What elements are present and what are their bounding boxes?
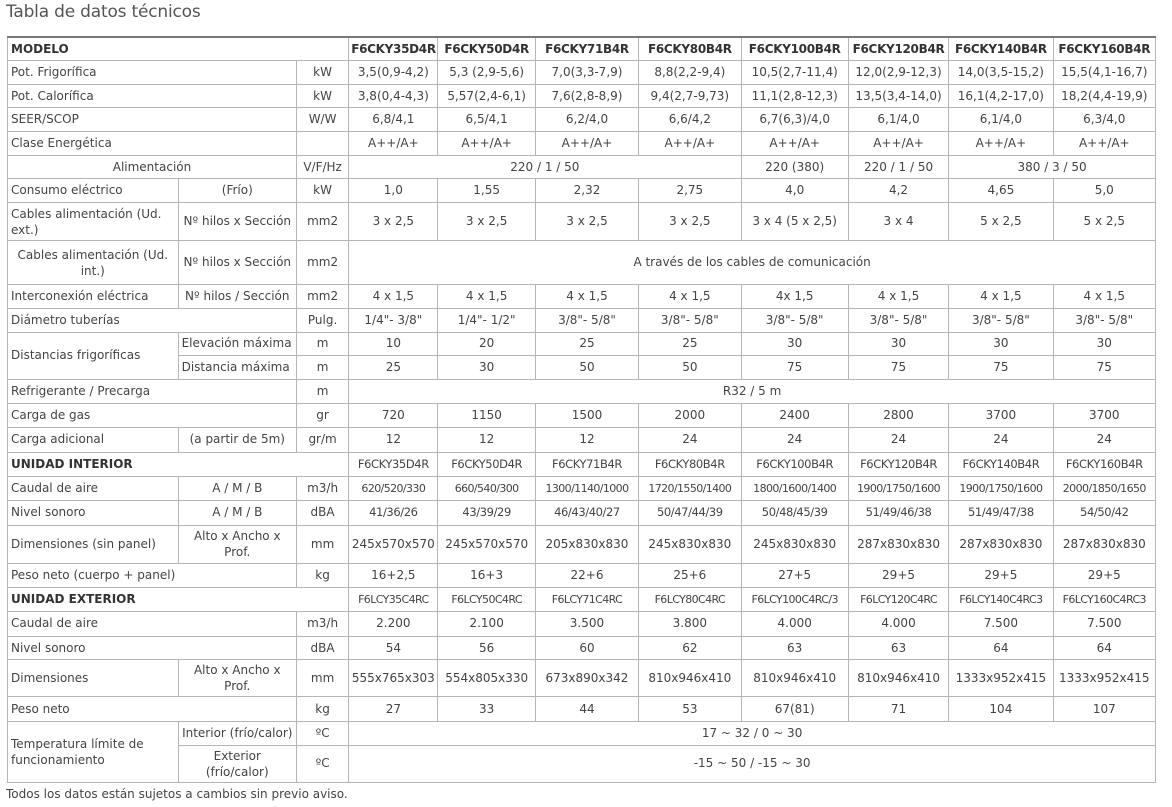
indoor-dimensions-sub: Alto x Ancho x Prof. — [178, 525, 296, 563]
max-distance-value: 25 — [349, 356, 438, 380]
outdoor-dimensions-value: 1333x952x415 — [949, 660, 1053, 697]
cooling-capacity-label: Pot. Frigorífica — [8, 61, 297, 85]
additional-charge-label: Carga adicional — [8, 428, 179, 453]
max-distance-unit: m — [296, 356, 348, 380]
indoor-weight-value: 16+2,5 — [349, 563, 438, 588]
cooling-capacity-value: 8,8(2,2-9,4) — [639, 61, 741, 85]
outdoor-airflow-value: 3.500 — [535, 612, 638, 637]
pipe-diameter-value: 3/8"- 5/8" — [741, 308, 848, 332]
outdoor-unit-header: UNIDAD EXTERIOR — [8, 588, 349, 612]
indoor-noise-value: 41/36/26 — [349, 501, 438, 526]
interconnection-value: 4 x 1,5 — [848, 285, 948, 309]
indoor-noise-label: Nivel sonoro — [8, 501, 179, 526]
max-elevation-value: 20 — [438, 332, 535, 356]
pipe-diameter-value: 3/8"- 5/8" — [949, 308, 1053, 332]
gas-charge-value: 2800 — [848, 404, 948, 428]
heating-capacity-value: 16,1(4,2-17,0) — [949, 84, 1053, 108]
indoor-airflow-unit: m3/h — [296, 477, 348, 501]
seer-scop-value: 6,5/4,1 — [438, 108, 535, 132]
max-elevation-value: 30 — [741, 332, 848, 356]
indoor-unit-model-value: F6CKY120B4R — [848, 452, 948, 477]
interconnection-value: 4x 1,5 — [741, 285, 848, 309]
temp-indoor-label: Interior (frío/calor) — [178, 722, 296, 746]
indoor-airflow-value: 1300/1140/1000 — [535, 477, 638, 501]
outdoor-dimensions-value: 554x805x330 — [438, 660, 535, 697]
additional-charge-value: 24 — [848, 428, 948, 453]
outdoor-dimensions-value: 673x890x342 — [535, 660, 638, 697]
cooling-capacity-value: 3,5(0,9-4,2) — [349, 61, 438, 85]
header-model-name: F6CKY140B4R — [949, 37, 1053, 61]
power-consumption-value: 5,0 — [1053, 179, 1155, 203]
seer-scop-value: 6,1/4,0 — [949, 108, 1053, 132]
cooling-capacity-value: 10,5(2,7-11,4) — [741, 61, 848, 85]
cooling-capacity-value: 5,3 (2,9-5,6) — [438, 61, 535, 85]
power-cables-ext-value: 3 x 4 — [848, 202, 948, 240]
cooling-capacity-value: 15,5(4,1-16,7) — [1053, 61, 1155, 85]
seer-scop-value: 6,8/4,1 — [349, 108, 438, 132]
seer-scop-value: 6,6/4,2 — [639, 108, 741, 132]
outdoor-dimensions-value: 810x946x410 — [848, 660, 948, 697]
outdoor-dimensions-value: 810x946x410 — [639, 660, 741, 697]
energy-class-value: A++/A+ — [741, 132, 848, 156]
outdoor-noise-value: 64 — [949, 636, 1053, 660]
outdoor-dimensions-unit: mm — [296, 660, 348, 697]
max-elevation-value: 30 — [949, 332, 1053, 356]
indoor-dimensions-value: 245x570x570 — [438, 525, 535, 563]
pipe-diameter-value: 3/8"- 5/8" — [848, 308, 948, 332]
outdoor-airflow-value: 4.000 — [741, 612, 848, 637]
energy-class-value: A++/A+ — [535, 132, 638, 156]
outdoor-dimensions-value: 1333x952x415 — [1053, 660, 1155, 697]
indoor-unit-model-value: F6CKY140B4R — [949, 452, 1053, 477]
power-cables-int-unit: mm2 — [296, 241, 348, 285]
interconnection-unit: mm2 — [296, 285, 348, 309]
max-elevation-value: 10 — [349, 332, 438, 356]
header-model-name: F6CKY71B4R — [535, 37, 638, 61]
outdoor-weight-value: 104 — [949, 697, 1053, 722]
indoor-weight-value: 22+6 — [535, 563, 638, 588]
outdoor-dimensions-sub: Alto x Ancho x Prof. — [178, 660, 296, 697]
temp-indoor-value: 17 ~ 32 / 0 ~ 30 — [349, 722, 1156, 746]
interconnection-value: 4 x 1,5 — [349, 285, 438, 309]
energy-class-value: A++/A+ — [438, 132, 535, 156]
heating-capacity-value: 5,57(2,4-6,1) — [438, 84, 535, 108]
outdoor-weight-value: 27 — [349, 697, 438, 722]
power-consumption-value: 4,0 — [741, 179, 848, 203]
energy-class-unit — [296, 132, 348, 156]
indoor-noise-unit: dBA — [296, 501, 348, 526]
pipe-diameter-value: 3/8"- 5/8" — [535, 308, 638, 332]
interconnection-value: 4 x 1,5 — [1053, 285, 1155, 309]
outdoor-dimensions-label: Dimensiones — [8, 660, 179, 697]
pipe-diameter-value: 1/4"- 1/2" — [438, 308, 535, 332]
indoor-noise-value: 51/49/46/38 — [848, 501, 948, 526]
outdoor-unit-model-value: F6LCY71C4RC — [535, 588, 638, 612]
indoor-weight-value: 25+6 — [639, 563, 741, 588]
additional-charge-sub: (a partir de 5m) — [178, 428, 296, 453]
outdoor-weight-value: 71 — [848, 697, 948, 722]
header-model-name: F6CKY50D4R — [438, 37, 535, 61]
indoor-airflow-value: 1800/1600/1400 — [741, 477, 848, 501]
energy-class-label: Clase Energética — [8, 132, 297, 156]
outdoor-unit-model-value: F6LCY100C4RC/3 — [741, 588, 848, 612]
indoor-dimensions-value: 287x830x830 — [1053, 525, 1155, 563]
outdoor-noise-label: Nivel sonoro — [8, 636, 297, 660]
indoor-noise-value: 50/48/45/39 — [741, 501, 848, 526]
indoor-unit-model-value: F6CKY100B4R — [741, 452, 848, 477]
energy-class-value: A++/A+ — [949, 132, 1053, 156]
power-cables-int-label: Cables alimentación (Ud. int.) — [8, 241, 179, 285]
power-supply-unit: V/F/Hz — [296, 155, 348, 179]
indoor-dimensions-value: 205x830x830 — [535, 525, 638, 563]
header-model-name: F6CKY160B4R — [1053, 37, 1155, 61]
power-consumption-value: 4,2 — [848, 179, 948, 203]
outdoor-airflow-value: 3.800 — [639, 612, 741, 637]
power-consumption-value: 1,55 — [438, 179, 535, 203]
seer-scop-value: 6,2/4,0 — [535, 108, 638, 132]
outdoor-weight-value: 107 — [1053, 697, 1155, 722]
max-distance-value: 30 — [438, 356, 535, 380]
outdoor-noise-value: 60 — [535, 636, 638, 660]
power-cables-ext-value: 3 x 2,5 — [349, 202, 438, 240]
heating-capacity-value: 3,8(0,4-4,3) — [349, 84, 438, 108]
energy-class-value: A++/A+ — [349, 132, 438, 156]
spec-table — [7, 36, 1156, 783]
pipe-diameter-label: Diámetro tuberías — [8, 308, 297, 332]
power-consumption-sub: (Frío) — [178, 179, 296, 203]
pipe-diameter-value: 3/8"- 5/8" — [1053, 308, 1155, 332]
indoor-airflow-value: 1900/1750/1600 — [949, 477, 1053, 501]
outdoor-weight-value: 33 — [438, 697, 535, 722]
seer-scop-value: 6,7(6,3)/4,0 — [741, 108, 848, 132]
power-supply-label: Alimentación — [8, 155, 297, 179]
gas-charge-unit: gr — [296, 404, 348, 428]
indoor-airflow-value: 660/540/300 — [438, 477, 535, 501]
indoor-dimensions-value: 245x570x570 — [349, 525, 438, 563]
indoor-weight-label: Peso neto (cuerpo + panel) — [8, 563, 297, 588]
indoor-noise-value: 50/47/44/39 — [639, 501, 741, 526]
page-title: Tabla de datos técnicos — [6, 2, 201, 22]
max-distance-value: 50 — [639, 356, 741, 380]
indoor-unit-header: UNIDAD INTERIOR — [8, 452, 349, 477]
interconnection-value: 4 x 1,5 — [639, 285, 741, 309]
max-distance-value: 75 — [1053, 356, 1155, 380]
indoor-unit-model-value: F6CKY160B4R — [1053, 452, 1155, 477]
seer-scop-label: SEER/SCOP — [8, 108, 297, 132]
power-cables-ext-value: 3 x 4 (5 x 2,5) — [741, 202, 848, 240]
outdoor-unit-model-value: F6LCY120C4RC — [848, 588, 948, 612]
power-cables-int-sub: Nº hilos x Sección — [178, 241, 296, 285]
indoor-weight-value: 29+5 — [949, 563, 1053, 588]
outdoor-weight-unit: kg — [296, 697, 348, 722]
outdoor-unit-model-value: F6LCY140C4RC3 — [949, 588, 1053, 612]
heating-capacity-unit: kW — [296, 84, 348, 108]
indoor-airflow-sub: A / M / B — [178, 477, 296, 501]
interconnection-value: 4 x 1,5 — [535, 285, 638, 309]
outdoor-airflow-label: Caudal de aire — [8, 612, 297, 637]
indoor-noise-value: 46/43/40/27 — [535, 501, 638, 526]
energy-class-value: A++/A+ — [848, 132, 948, 156]
power-consumption-value: 4,65 — [949, 179, 1053, 203]
indoor-weight-unit: kg — [296, 563, 348, 588]
power-supply-value: 220 / 1 / 50 — [349, 155, 741, 179]
power-cables-ext-value: 3 x 2,5 — [639, 202, 741, 240]
gas-charge-value: 3700 — [949, 404, 1053, 428]
energy-class-value: A++/A+ — [1053, 132, 1155, 156]
seer-scop-unit: W/W — [296, 108, 348, 132]
max-distance-value: 75 — [949, 356, 1053, 380]
power-cables-int-value: A través de los cables de comunicación — [349, 241, 1156, 285]
indoor-unit-model-value: F6CKY50D4R — [438, 452, 535, 477]
max-elevation-value: 30 — [1053, 332, 1155, 356]
temp-outdoor-label: Exterior (frío/calor) — [178, 745, 296, 782]
refrigerant-value: R32 / 5 m — [349, 379, 1156, 404]
interconnection-sub: Nº hilos / Sección — [178, 285, 296, 309]
power-consumption-value: 2,75 — [639, 179, 741, 203]
indoor-dimensions-value: 287x830x830 — [848, 525, 948, 563]
outdoor-airflow-value: 7.500 — [1053, 612, 1155, 637]
power-consumption-label: Consumo eléctrico — [8, 179, 179, 203]
disclaimer-note: Todos los datos están sujetos a cambios sin previo aviso. — [6, 787, 348, 801]
indoor-airflow-label: Caudal de aire — [8, 477, 179, 501]
gas-charge-value: 3700 — [1053, 404, 1155, 428]
outdoor-airflow-value: 4.000 — [848, 612, 948, 637]
cooling-capacity-value: 12,0(2,9-12,3) — [848, 61, 948, 85]
indoor-unit-model-value: F6CKY80B4R — [639, 452, 741, 477]
header-model-label: MODELO — [8, 37, 349, 61]
outdoor-noise-value: 62 — [639, 636, 741, 660]
power-cables-ext-value: 3 x 2,5 — [438, 202, 535, 240]
outdoor-noise-value: 54 — [349, 636, 438, 660]
max-distance-label: Distancia máxima — [178, 356, 296, 380]
indoor-airflow-value: 1720/1550/1400 — [639, 477, 741, 501]
refrigerant-unit: m — [296, 379, 348, 404]
indoor-airflow-value: 2000/1850/1650 — [1053, 477, 1155, 501]
outdoor-noise-unit: dBA — [296, 636, 348, 660]
power-consumption-unit: kW — [296, 179, 348, 203]
indoor-dimensions-value: 287x830x830 — [949, 525, 1053, 563]
power-consumption-value: 1,0 — [349, 179, 438, 203]
indoor-dimensions-unit: mm — [296, 525, 348, 563]
indoor-noise-value: 43/39/29 — [438, 501, 535, 526]
additional-charge-value: 24 — [639, 428, 741, 453]
gas-charge-value: 2000 — [639, 404, 741, 428]
heating-capacity-label: Pot. Calorífica — [8, 84, 297, 108]
additional-charge-value: 12 — [438, 428, 535, 453]
header-model-name: F6CKY80B4R — [639, 37, 741, 61]
additional-charge-value: 12 — [349, 428, 438, 453]
seer-scop-value: 6,3/4,0 — [1053, 108, 1155, 132]
heating-capacity-value: 13,5(3,4-14,0) — [848, 84, 948, 108]
power-cables-ext-unit: mm2 — [296, 202, 348, 240]
power-supply-value: 220 / 1 / 50 — [848, 155, 948, 179]
power-supply-value: 380 / 3 / 50 — [949, 155, 1156, 179]
gas-charge-value: 2400 — [741, 404, 848, 428]
pipe-diameter-unit: Pulg. — [296, 308, 348, 332]
interconnection-value: 4 x 1,5 — [438, 285, 535, 309]
heating-capacity-value: 11,1(2,8-12,3) — [741, 84, 848, 108]
max-distance-value: 50 — [535, 356, 638, 380]
indoor-airflow-value: 620/520/330 — [349, 477, 438, 501]
gas-charge-value: 1500 — [535, 404, 638, 428]
outdoor-unit-model-value: F6LCY50C4RC — [438, 588, 535, 612]
header-model-name: F6CKY100B4R — [741, 37, 848, 61]
header-model-name: F6CKY35D4R — [349, 37, 438, 61]
outdoor-weight-value: 67(81) — [741, 697, 848, 722]
outdoor-noise-value: 63 — [741, 636, 848, 660]
indoor-weight-value: 16+3 — [438, 563, 535, 588]
outdoor-airflow-value: 7.500 — [949, 612, 1053, 637]
outdoor-airflow-value: 2.100 — [438, 612, 535, 637]
seer-scop-value: 6,1/4,0 — [848, 108, 948, 132]
additional-charge-value: 24 — [1053, 428, 1155, 453]
power-cables-ext-value: 5 x 2,5 — [1053, 202, 1155, 240]
outdoor-dimensions-value: 555x765x303 — [349, 660, 438, 697]
indoor-unit-model-value: F6CKY35D4R — [349, 452, 438, 477]
indoor-noise-value: 51/49/47/38 — [949, 501, 1053, 526]
additional-charge-value: 24 — [741, 428, 848, 453]
gas-charge-value: 1150 — [438, 404, 535, 428]
heating-capacity-value: 9,4(2,7-9,73) — [639, 84, 741, 108]
pipe-diameter-value: 1/4"- 3/8" — [349, 308, 438, 332]
indoor-dimensions-label: Dimensiones (sin panel) — [8, 525, 179, 563]
max-elevation-label: Elevación máxima — [178, 332, 296, 356]
max-distance-value: 75 — [848, 356, 948, 380]
power-cables-ext-value: 5 x 2,5 — [949, 202, 1053, 240]
max-elevation-value: 25 — [639, 332, 741, 356]
cooling-capacity-value: 14,0(3,5-15,2) — [949, 61, 1053, 85]
power-consumption-value: 2,32 — [535, 179, 638, 203]
indoor-noise-value: 54/50/42 — [1053, 501, 1155, 526]
outdoor-airflow-unit: m3/h — [296, 612, 348, 637]
outdoor-airflow-value: 2.200 — [349, 612, 438, 637]
outdoor-noise-value: 64 — [1053, 636, 1155, 660]
outdoor-unit-model-value: F6LCY80C4RC — [639, 588, 741, 612]
outdoor-unit-model-value: F6LCY35C4RC — [349, 588, 438, 612]
refrigerant-label: Refrigerante / Precarga — [8, 379, 297, 404]
max-elevation-value: 30 — [848, 332, 948, 356]
outdoor-dimensions-value: 810x946x410 — [741, 660, 848, 697]
cooling-capacity-value: 7,0(3,3-7,9) — [535, 61, 638, 85]
refrigerant-distances-label: Distancias frigoríficas — [8, 332, 179, 379]
outdoor-weight-value: 44 — [535, 697, 638, 722]
temp-indoor-unit: ºC — [296, 722, 348, 746]
outdoor-weight-label: Peso neto — [8, 697, 297, 722]
max-elevation-unit: m — [296, 332, 348, 356]
power-cables-ext-label: Cables alimentación (Ud. ext.) — [8, 202, 179, 240]
interconnection-value: 4 x 1,5 — [949, 285, 1053, 309]
gas-charge-value: 720 — [349, 404, 438, 428]
indoor-weight-value: 29+5 — [1053, 563, 1155, 588]
heating-capacity-value: 18,2(4,4-19,9) — [1053, 84, 1155, 108]
indoor-noise-sub: A / M / B — [178, 501, 296, 526]
additional-charge-value: 12 — [535, 428, 638, 453]
indoor-dimensions-value: 245x830x830 — [639, 525, 741, 563]
outdoor-unit-model-value: F6LCY160C4RC3 — [1053, 588, 1155, 612]
power-supply-value: 220 (380) — [741, 155, 848, 179]
gas-charge-label: Carga de gas — [8, 404, 297, 428]
temp-outdoor-unit: ºC — [296, 745, 348, 782]
additional-charge-value: 24 — [949, 428, 1053, 453]
header-model-name: F6CKY120B4R — [848, 37, 948, 61]
power-cables-ext-value: 3 x 2,5 — [535, 202, 638, 240]
outdoor-noise-value: 56 — [438, 636, 535, 660]
indoor-weight-value: 29+5 — [848, 563, 948, 588]
pipe-diameter-value: 3/8"- 5/8" — [639, 308, 741, 332]
indoor-dimensions-value: 245x830x830 — [741, 525, 848, 563]
indoor-airflow-value: 1900/1750/1600 — [848, 477, 948, 501]
cooling-capacity-unit: kW — [296, 61, 348, 85]
outdoor-weight-value: 53 — [639, 697, 741, 722]
max-distance-value: 75 — [741, 356, 848, 380]
indoor-weight-value: 27+5 — [741, 563, 848, 588]
max-elevation-value: 25 — [535, 332, 638, 356]
additional-charge-unit: gr/m — [296, 428, 348, 453]
power-cables-ext-sub: Nº hilos x Sección — [178, 202, 296, 240]
indoor-unit-model-value: F6CKY71B4R — [535, 452, 638, 477]
heating-capacity-value: 7,6(2,8-8,9) — [535, 84, 638, 108]
outdoor-noise-value: 63 — [848, 636, 948, 660]
energy-class-value: A++/A+ — [639, 132, 741, 156]
temp-outdoor-value: -15 ~ 50 / -15 ~ 30 — [349, 745, 1156, 782]
temp-limit-label: Temperatura límite de funcionamiento — [8, 722, 179, 783]
interconnection-label: Interconexión eléctrica — [8, 285, 179, 309]
